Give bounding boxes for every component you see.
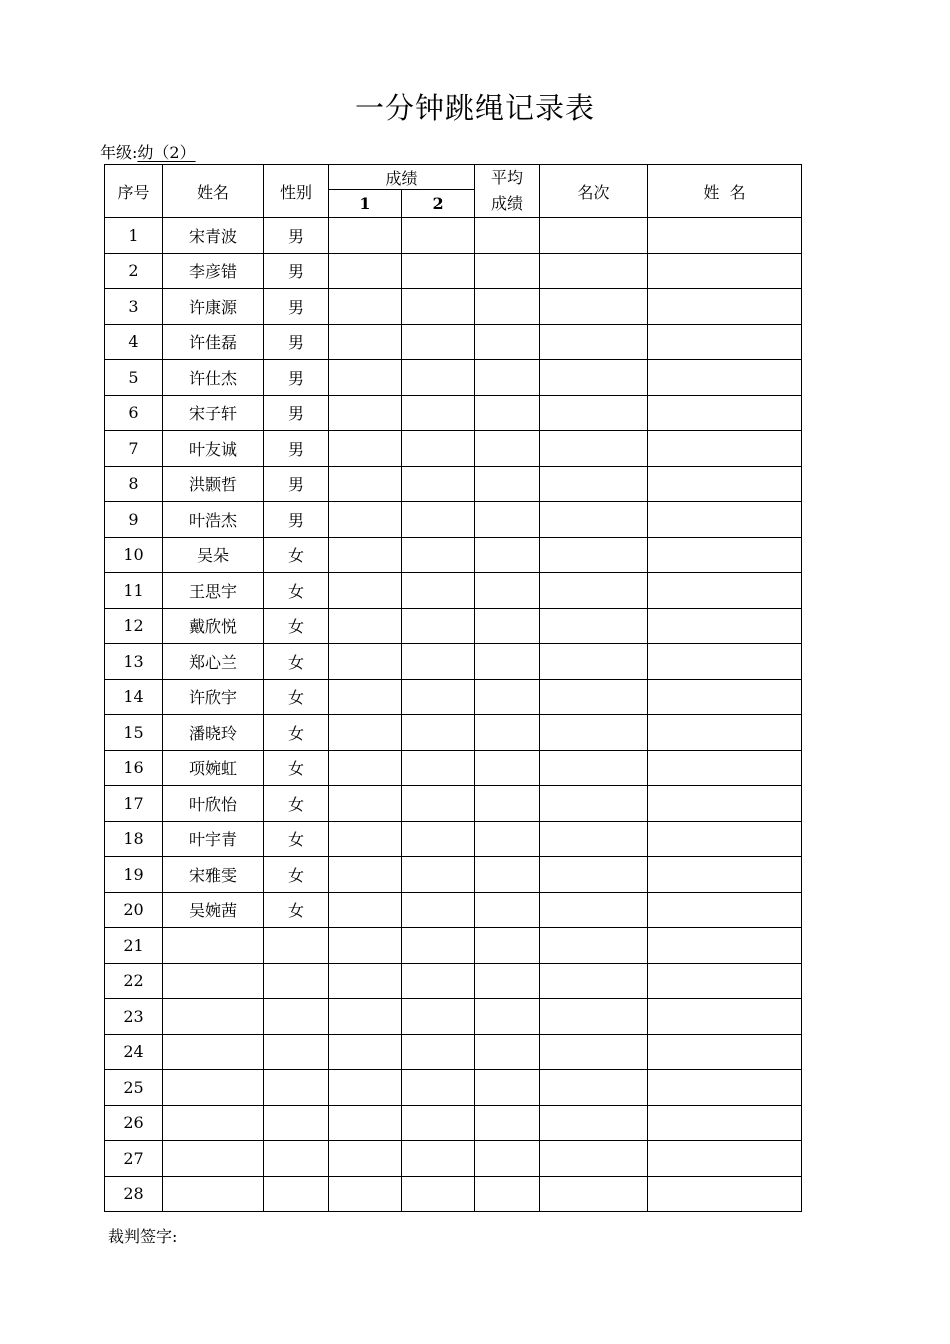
cell-avg-score[interactable] xyxy=(475,857,540,893)
cell-seq: 20 xyxy=(105,892,163,928)
cell-seq: 18 xyxy=(105,821,163,857)
cell-seq: 10 xyxy=(105,537,163,573)
cell-seq: 27 xyxy=(105,1141,163,1177)
cell-rank[interactable] xyxy=(540,608,648,644)
header-avg-line2: 成绩 xyxy=(491,194,524,213)
cell-seq: 24 xyxy=(105,1034,163,1070)
cell-rank[interactable] xyxy=(540,963,648,999)
cell-score-2[interactable] xyxy=(402,502,475,538)
cell-avg-score[interactable] xyxy=(475,253,540,289)
cell-name: 项婉虹 xyxy=(163,750,264,786)
cell-avg-score[interactable] xyxy=(475,608,540,644)
cell-score-1[interactable] xyxy=(329,289,402,325)
cell-score-2[interactable] xyxy=(402,431,475,467)
header-avg-line1: 平均 xyxy=(491,168,524,187)
table-row xyxy=(105,1070,802,1106)
cell-rank[interactable] xyxy=(540,1141,648,1177)
cell-gender xyxy=(264,1034,329,1070)
cell-score-1[interactable] xyxy=(329,679,402,715)
cell-name2[interactable] xyxy=(648,573,802,609)
cell-name2[interactable] xyxy=(648,502,802,538)
cell-gender: 女 xyxy=(264,821,329,857)
cell-score-1[interactable] xyxy=(329,466,402,502)
cell-avg-score[interactable] xyxy=(475,1176,540,1212)
header-score-2: 2 xyxy=(402,190,475,218)
cell-rank[interactable] xyxy=(540,395,648,431)
cell-gender: 男 xyxy=(264,466,329,502)
cell-seq: 2 xyxy=(105,253,163,289)
cell-score-1[interactable] xyxy=(329,786,402,822)
cell-avg-score[interactable] xyxy=(475,963,540,999)
cell-rank[interactable] xyxy=(540,537,648,573)
cell-seq: 4 xyxy=(105,324,163,360)
cell-name xyxy=(163,928,264,964)
header-name2: 姓 名 xyxy=(648,165,802,218)
cell-seq: 26 xyxy=(105,1105,163,1141)
table-row xyxy=(105,963,802,999)
cell-name2[interactable] xyxy=(648,963,802,999)
cell-gender: 女 xyxy=(264,573,329,609)
cell-rank[interactable] xyxy=(540,1034,648,1070)
cell-name: 叶浩杰 xyxy=(163,502,264,538)
cell-score-1[interactable] xyxy=(329,537,402,573)
cell-seq: 8 xyxy=(105,466,163,502)
cell-score-2[interactable] xyxy=(402,360,475,396)
cell-gender xyxy=(264,963,329,999)
table-row xyxy=(105,892,802,928)
cell-score-2[interactable] xyxy=(402,1105,475,1141)
cell-name2[interactable] xyxy=(648,679,802,715)
cell-name2[interactable] xyxy=(648,537,802,573)
cell-avg-score[interactable] xyxy=(475,715,540,751)
cell-avg-score[interactable] xyxy=(475,892,540,928)
cell-name: 叶友诚 xyxy=(163,431,264,467)
cell-score-2[interactable] xyxy=(402,573,475,609)
cell-seq: 25 xyxy=(105,1070,163,1106)
cell-rank[interactable] xyxy=(540,289,648,325)
cell-score-1[interactable] xyxy=(329,857,402,893)
cell-name: 王思宇 xyxy=(163,573,264,609)
cell-name2[interactable] xyxy=(648,466,802,502)
table-row xyxy=(105,857,802,893)
cell-score-2[interactable] xyxy=(402,1176,475,1212)
cell-gender: 男 xyxy=(264,360,329,396)
table-row xyxy=(105,324,802,360)
cell-score-2[interactable] xyxy=(402,857,475,893)
cell-name2[interactable] xyxy=(648,715,802,751)
cell-score-1[interactable] xyxy=(329,1141,402,1177)
cell-score-1[interactable] xyxy=(329,928,402,964)
table-row xyxy=(105,1105,802,1141)
cell-rank[interactable] xyxy=(540,324,648,360)
cell-seq: 12 xyxy=(105,608,163,644)
cell-gender: 女 xyxy=(264,786,329,822)
cell-avg-score[interactable] xyxy=(475,1034,540,1070)
cell-name: 潘晓玲 xyxy=(163,715,264,751)
cell-gender: 男 xyxy=(264,502,329,538)
cell-avg-score[interactable] xyxy=(475,999,540,1035)
page-title: 一分钟跳绳记录表 xyxy=(354,91,595,125)
cell-rank[interactable] xyxy=(540,431,648,467)
cell-score-2[interactable] xyxy=(402,253,475,289)
cell-rank[interactable] xyxy=(540,502,648,538)
table-row xyxy=(105,644,802,680)
table-row xyxy=(105,928,802,964)
cell-name xyxy=(163,1034,264,1070)
cell-gender: 女 xyxy=(264,857,329,893)
cell-seq: 5 xyxy=(105,360,163,396)
cell-rank[interactable] xyxy=(540,1070,648,1106)
cell-seq: 28 xyxy=(105,1176,163,1212)
cell-score-1[interactable] xyxy=(329,1034,402,1070)
cell-avg-score[interactable] xyxy=(475,218,540,254)
cell-rank[interactable] xyxy=(540,750,648,786)
cell-score-2[interactable] xyxy=(402,289,475,325)
cell-name2[interactable] xyxy=(648,1034,802,1070)
cell-name2[interactable] xyxy=(648,750,802,786)
cell-gender xyxy=(264,1176,329,1212)
cell-score-2[interactable] xyxy=(402,1141,475,1177)
cell-rank[interactable] xyxy=(540,857,648,893)
table-row xyxy=(105,1034,802,1070)
cell-rank[interactable] xyxy=(540,679,648,715)
cell-gender: 男 xyxy=(264,218,329,254)
cell-rank[interactable] xyxy=(540,999,648,1035)
cell-score-2[interactable] xyxy=(402,786,475,822)
cell-seq: 22 xyxy=(105,963,163,999)
cell-avg-score[interactable] xyxy=(475,928,540,964)
header-score-1: 1 xyxy=(329,190,402,218)
cell-avg-score[interactable] xyxy=(475,1141,540,1177)
cell-score-2[interactable] xyxy=(402,1070,475,1106)
cell-seq: 16 xyxy=(105,750,163,786)
cell-avg-score[interactable] xyxy=(475,679,540,715)
header-name: 姓名 xyxy=(163,165,264,218)
cell-gender: 女 xyxy=(264,679,329,715)
table-row xyxy=(105,395,802,431)
cell-name: 戴欣悦 xyxy=(163,608,264,644)
cell-score-1[interactable] xyxy=(329,360,402,396)
cell-name: 洪颢哲 xyxy=(163,466,264,502)
cell-rank[interactable] xyxy=(540,1176,648,1212)
cell-gender: 女 xyxy=(264,892,329,928)
cell-score-1[interactable] xyxy=(329,431,402,467)
cell-avg-score[interactable] xyxy=(475,644,540,680)
cell-name2[interactable] xyxy=(648,857,802,893)
cell-name: 吴朵 xyxy=(163,537,264,573)
cell-seq: 7 xyxy=(105,431,163,467)
cell-avg-score[interactable] xyxy=(475,1105,540,1141)
table-row xyxy=(105,715,802,751)
cell-rank[interactable] xyxy=(540,218,648,254)
cell-score-1[interactable] xyxy=(329,1105,402,1141)
table-row xyxy=(105,253,802,289)
cell-name2[interactable] xyxy=(648,1105,802,1141)
cell-gender xyxy=(264,1105,329,1141)
header-seq: 序号 xyxy=(105,165,163,218)
cell-seq: 13 xyxy=(105,644,163,680)
cell-avg-score[interactable] xyxy=(475,395,540,431)
cell-name: 许仕杰 xyxy=(163,360,264,396)
cell-avg-score[interactable] xyxy=(475,750,540,786)
header-avg xyxy=(475,165,540,218)
cell-gender xyxy=(264,1141,329,1177)
cell-score-1[interactable] xyxy=(329,1070,402,1106)
cell-seq: 1 xyxy=(105,218,163,254)
cell-score-2[interactable] xyxy=(402,324,475,360)
cell-seq: 11 xyxy=(105,573,163,609)
cell-score-1[interactable] xyxy=(329,218,402,254)
cell-avg-score[interactable] xyxy=(475,786,540,822)
cell-name2[interactable] xyxy=(648,1141,802,1177)
table-row xyxy=(105,750,802,786)
table-row xyxy=(105,1176,802,1212)
cell-name2[interactable] xyxy=(648,1070,802,1106)
cell-rank[interactable] xyxy=(540,644,648,680)
cell-seq: 19 xyxy=(105,857,163,893)
table-row xyxy=(105,608,802,644)
cell-name: 宋子轩 xyxy=(163,395,264,431)
cell-score-1[interactable] xyxy=(329,608,402,644)
cell-gender: 女 xyxy=(264,750,329,786)
cell-score-1[interactable] xyxy=(329,999,402,1035)
cell-gender xyxy=(264,1070,329,1106)
grade-label: 年级: xyxy=(100,143,138,162)
cell-avg-score[interactable] xyxy=(475,360,540,396)
cell-avg-score[interactable] xyxy=(475,466,540,502)
table-row xyxy=(105,821,802,857)
cell-name xyxy=(163,1105,264,1141)
cell-score-1[interactable] xyxy=(329,963,402,999)
cell-score-2[interactable] xyxy=(402,679,475,715)
cell-name2[interactable] xyxy=(648,786,802,822)
cell-score-2[interactable] xyxy=(402,750,475,786)
table-row xyxy=(105,679,802,715)
cell-score-1[interactable] xyxy=(329,821,402,857)
cell-name: 许康源 xyxy=(163,289,264,325)
cell-score-2[interactable] xyxy=(402,963,475,999)
table-row xyxy=(105,466,802,502)
cell-rank[interactable] xyxy=(540,573,648,609)
cell-avg-score[interactable] xyxy=(475,431,540,467)
table-row xyxy=(105,786,802,822)
cell-name2[interactable] xyxy=(648,999,802,1035)
cell-seq: 3 xyxy=(105,289,163,325)
cell-name: 叶欣怡 xyxy=(163,786,264,822)
cell-name xyxy=(163,1141,264,1177)
cell-score-2[interactable] xyxy=(402,715,475,751)
cell-score-2[interactable] xyxy=(402,608,475,644)
cell-score-2[interactable] xyxy=(402,537,475,573)
cell-name2[interactable] xyxy=(648,218,802,254)
cell-score-2[interactable] xyxy=(402,821,475,857)
cell-name: 宋雅雯 xyxy=(163,857,264,893)
cell-name2[interactable] xyxy=(648,892,802,928)
table-row xyxy=(105,218,802,254)
cell-name: 吴婉茜 xyxy=(163,892,264,928)
cell-gender: 女 xyxy=(264,537,329,573)
cell-name: 叶宇青 xyxy=(163,821,264,857)
cell-avg-score[interactable] xyxy=(475,289,540,325)
cell-avg-score[interactable] xyxy=(475,573,540,609)
header-score: 成绩 xyxy=(329,165,475,190)
cell-score-1[interactable] xyxy=(329,324,402,360)
table-row xyxy=(105,999,802,1035)
cell-name2[interactable] xyxy=(648,289,802,325)
cell-score-2[interactable] xyxy=(402,644,475,680)
cell-score-2[interactable] xyxy=(402,999,475,1035)
cell-seq: 17 xyxy=(105,786,163,822)
cell-name2[interactable] xyxy=(648,608,802,644)
cell-rank[interactable] xyxy=(540,786,648,822)
cell-score-1[interactable] xyxy=(329,892,402,928)
cell-seq: 21 xyxy=(105,928,163,964)
cell-name: 许佳磊 xyxy=(163,324,264,360)
cell-score-2[interactable] xyxy=(402,466,475,502)
table-row xyxy=(105,431,802,467)
table-row xyxy=(105,573,802,609)
cell-gender: 男 xyxy=(264,289,329,325)
record-table xyxy=(104,164,802,1212)
cell-name2[interactable] xyxy=(648,253,802,289)
header-rank: 名次 xyxy=(540,165,648,218)
cell-name: 宋青波 xyxy=(163,218,264,254)
cell-name xyxy=(163,1070,264,1106)
cell-gender: 男 xyxy=(264,324,329,360)
cell-score-2[interactable] xyxy=(402,892,475,928)
cell-name2[interactable] xyxy=(648,821,802,857)
cell-rank[interactable] xyxy=(540,928,648,964)
cell-gender xyxy=(264,928,329,964)
cell-avg-score[interactable] xyxy=(475,502,540,538)
table-row xyxy=(105,289,802,325)
cell-gender: 男 xyxy=(264,395,329,431)
cell-rank[interactable] xyxy=(540,253,648,289)
cell-avg-score[interactable] xyxy=(475,1070,540,1106)
table-row xyxy=(105,1141,802,1177)
header-gender: 性别 xyxy=(264,165,329,218)
cell-name xyxy=(163,963,264,999)
cell-name2[interactable] xyxy=(648,360,802,396)
cell-rank[interactable] xyxy=(540,821,648,857)
cell-gender: 男 xyxy=(264,431,329,467)
cell-score-1[interactable] xyxy=(329,573,402,609)
cell-name: 许欣宇 xyxy=(163,679,264,715)
cell-avg-score[interactable] xyxy=(475,324,540,360)
cell-score-1[interactable] xyxy=(329,395,402,431)
table-row xyxy=(105,502,802,538)
cell-gender xyxy=(264,999,329,1035)
referee-signature-label: 裁判签字: xyxy=(108,1227,178,1246)
cell-rank[interactable] xyxy=(540,466,648,502)
cell-score-1[interactable] xyxy=(329,502,402,538)
cell-score-1[interactable] xyxy=(329,253,402,289)
cell-score-1[interactable] xyxy=(329,750,402,786)
cell-name: 郑心兰 xyxy=(163,644,264,680)
cell-name2[interactable] xyxy=(648,1176,802,1212)
cell-avg-score[interactable] xyxy=(475,537,540,573)
cell-name2[interactable] xyxy=(648,324,802,360)
cell-seq: 6 xyxy=(105,395,163,431)
cell-score-2[interactable] xyxy=(402,218,475,254)
grade-value: 幼（2） xyxy=(137,143,196,162)
cell-score-2[interactable] xyxy=(402,395,475,431)
cell-gender: 女 xyxy=(264,608,329,644)
table-row xyxy=(105,537,802,573)
cell-name2[interactable] xyxy=(648,644,802,680)
cell-score-2[interactable] xyxy=(402,928,475,964)
cell-rank[interactable] xyxy=(540,360,648,396)
cell-rank[interactable] xyxy=(540,892,648,928)
cell-score-1[interactable] xyxy=(329,644,402,680)
grade-line xyxy=(100,144,204,162)
cell-seq: 23 xyxy=(105,999,163,1035)
cell-rank[interactable] xyxy=(540,1105,648,1141)
cell-score-2[interactable] xyxy=(402,1034,475,1070)
cell-score-1[interactable] xyxy=(329,1176,402,1212)
table-row xyxy=(105,360,802,396)
cell-avg-score[interactable] xyxy=(475,821,540,857)
cell-seq: 14 xyxy=(105,679,163,715)
cell-gender: 女 xyxy=(264,644,329,680)
cell-rank[interactable] xyxy=(540,715,648,751)
cell-name2[interactable] xyxy=(648,928,802,964)
cell-name: 李彦错 xyxy=(163,253,264,289)
cell-name xyxy=(163,999,264,1035)
cell-gender: 男 xyxy=(264,253,329,289)
cell-gender: 女 xyxy=(264,715,329,751)
cell-name xyxy=(163,1176,264,1212)
cell-seq: 15 xyxy=(105,715,163,751)
cell-name2[interactable] xyxy=(648,431,802,467)
cell-score-1[interactable] xyxy=(329,715,402,751)
cell-name2[interactable] xyxy=(648,395,802,431)
cell-seq: 9 xyxy=(105,502,163,538)
